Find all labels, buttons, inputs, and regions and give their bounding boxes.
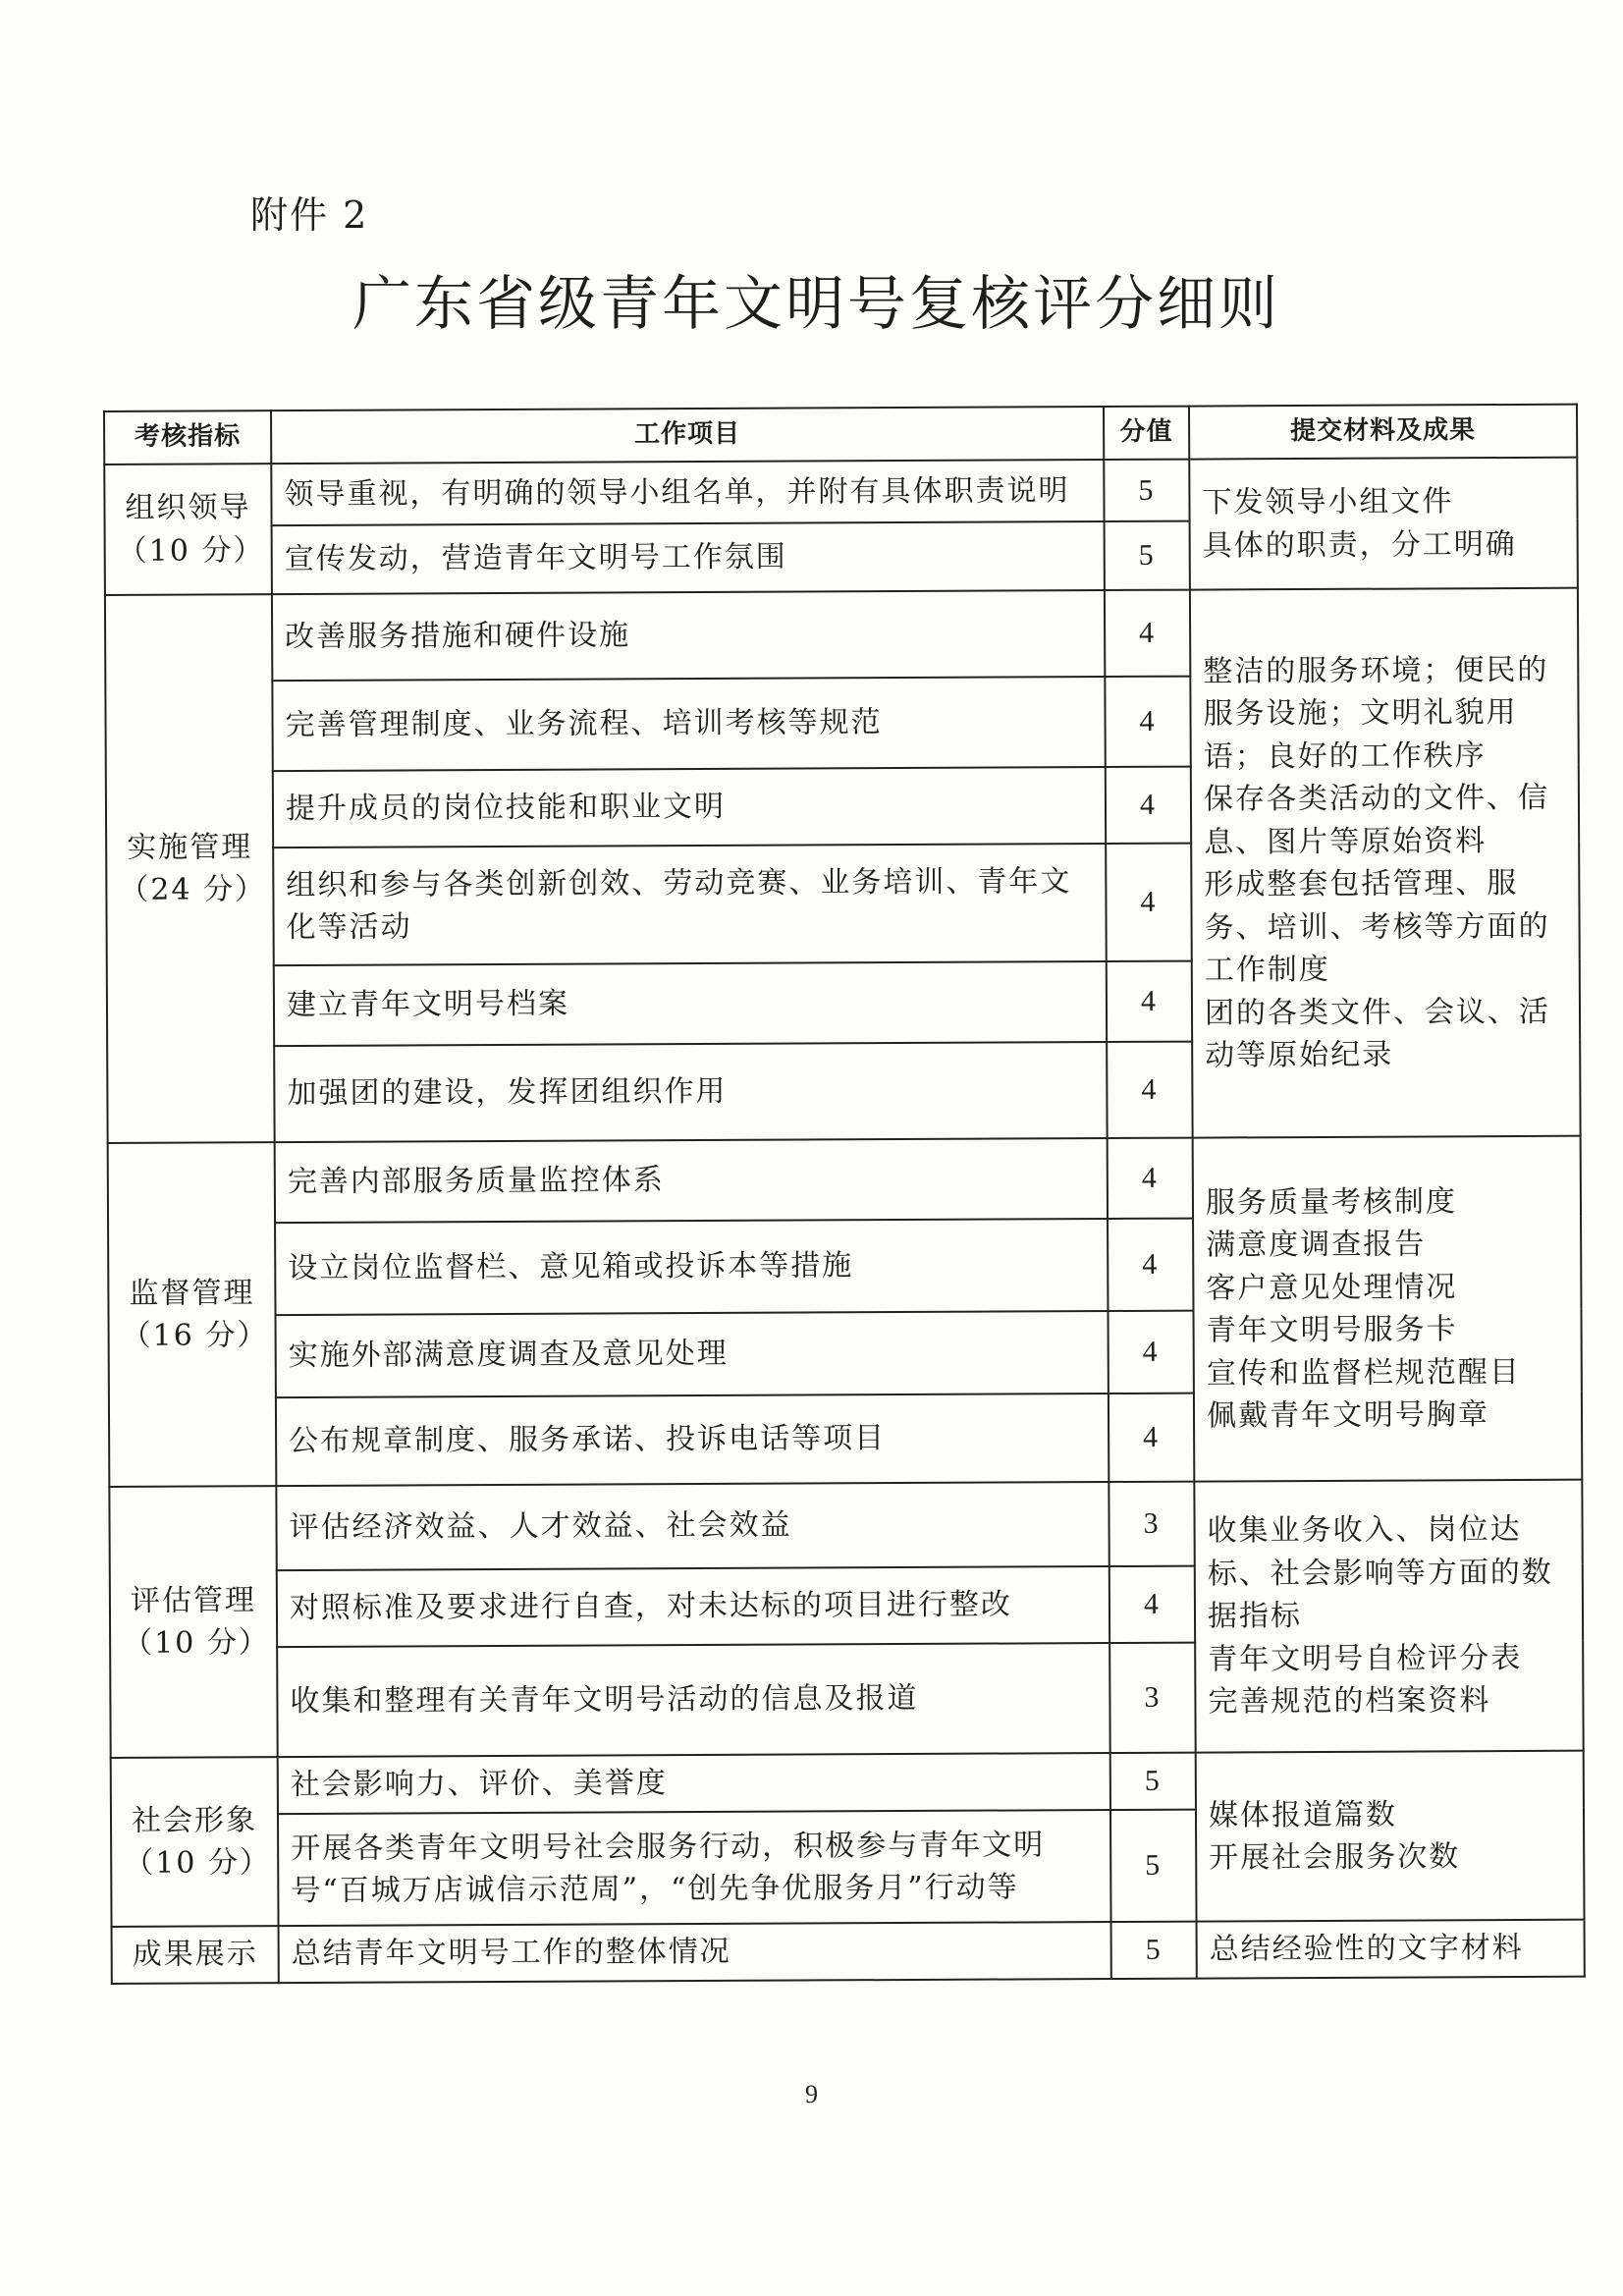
materials-cell <box>1196 1751 1585 1922</box>
category-cell <box>111 1757 279 1927</box>
work-item: 完善管理制度、业务流程、培训考核等规范 <box>272 677 1105 771</box>
table-row <box>104 458 1577 526</box>
category-cell <box>109 1486 277 1758</box>
score-value: 4 <box>1105 590 1190 677</box>
material-line: 团的各类文件、会议、活动等原始纪录 <box>1204 994 1551 1073</box>
material-line: 宣传和监督栏规范醒目 <box>1206 1354 1521 1392</box>
table-row <box>112 1920 1585 1984</box>
work-item: 领导重视，有明确的领导小组名单，并附有具体职责说明 <box>271 460 1104 525</box>
table-row <box>111 1751 1584 1815</box>
score-value: 5 <box>1110 1753 1196 1810</box>
work-item: 宣传发动，营造青年文明号工作氛围 <box>272 521 1105 594</box>
material-line: 青年文明号服务卡 <box>1206 1312 1458 1348</box>
work-item: 设立岗位监督栏、意见箱或投诉本等措施 <box>275 1219 1108 1315</box>
work-item: 社会影响力、评价、美誉度 <box>278 1753 1110 1814</box>
work-item: 实施外部满意度调查及意见处理 <box>276 1311 1109 1397</box>
work-item: 总结青年文明号工作的整体情况 <box>279 1922 1111 1983</box>
category-points: （16 分） <box>121 1318 269 1353</box>
score-value: 4 <box>1106 767 1191 844</box>
score-value: 5 <box>1104 460 1189 521</box>
material-line: 媒体报道篇数 <box>1208 1797 1398 1833</box>
category-name: 社会形象 <box>131 1802 258 1838</box>
category-name: 实施管理 <box>127 829 253 865</box>
category-cell <box>105 594 275 1143</box>
work-item: 完善内部服务质量监控体系 <box>275 1138 1108 1223</box>
score-value: 4 <box>1108 1311 1193 1394</box>
category-name: 监督管理 <box>129 1275 255 1311</box>
document-title: 广东省级青年文明号复核评分细则 <box>352 270 1280 339</box>
score-value: 4 <box>1105 677 1190 767</box>
material-line: 形成整套包括管理、服务、培训、考核等方面的工作制度 <box>1204 865 1550 988</box>
work-item: 收集和整理有关青年文明号活动的信息及报道 <box>277 1643 1110 1757</box>
category-points: （24 分） <box>119 872 267 907</box>
scoring-table <box>103 404 1586 1985</box>
material-line: 青年文明号自检评分表 <box>1208 1640 1523 1677</box>
material-line: 总结经验性的文字材料 <box>1209 1931 1524 1967</box>
attachment-label: 附件 2 <box>250 193 369 237</box>
material-line: 开展社会服务次数 <box>1209 1839 1461 1876</box>
work-item: 公布规章制度、服务承诺、投诉电话等项目 <box>276 1394 1109 1486</box>
material-line: 服务质量考核制度 <box>1205 1183 1458 1221</box>
material-line: 具体的职责，分工明确 <box>1202 526 1517 564</box>
table-row <box>109 1480 1582 1571</box>
score-value: 4 <box>1107 961 1192 1042</box>
score-value: 4 <box>1107 1042 1192 1138</box>
work-item: 提升成员的岗位技能和职业文明 <box>273 767 1106 847</box>
header-materials: 提交材料及成果 <box>1189 405 1577 460</box>
score-value: 5 <box>1111 1922 1197 1979</box>
page-number: 9 <box>805 2080 818 2108</box>
materials-cell <box>1193 1136 1583 1482</box>
work-item: 组织和参与各类创新创效、劳动竞赛、业务培训、青年文化等活动 <box>273 844 1107 965</box>
table-row <box>105 588 1578 682</box>
materials-cell <box>1194 1480 1583 1753</box>
category-cell <box>104 464 272 595</box>
materials-cell <box>1189 458 1578 590</box>
score-value: 4 <box>1108 1138 1193 1219</box>
material-line: 保存各类活动的文件、信息、图片等原始资料 <box>1203 780 1550 860</box>
material-line: 完善规范的档案资料 <box>1208 1683 1491 1720</box>
score-value: 4 <box>1106 844 1192 961</box>
work-item: 建立青年文明号档案 <box>274 961 1107 1046</box>
category-points: （10 分） <box>117 532 265 569</box>
material-line: 满意度调查报告 <box>1206 1227 1427 1263</box>
material-line: 客户意见处理情况 <box>1206 1269 1458 1306</box>
material-line: 收集业务收入、岗位达标、社会影响等方面的数据指标 <box>1207 1512 1553 1634</box>
category-name: 组织领导 <box>125 490 251 525</box>
material-line: 佩戴青年文明号胸章 <box>1206 1397 1490 1434</box>
header-category: 考核指标 <box>104 410 271 465</box>
score-value: 3 <box>1109 1643 1196 1753</box>
category-points: （10 分） <box>124 1845 272 1881</box>
score-value: 4 <box>1109 1566 1195 1643</box>
material-line: 整洁的服务环境；便民的服务设施；文明礼貌用语；良好的工作秩序 <box>1203 652 1549 775</box>
score-value: 5 <box>1110 1810 1197 1922</box>
material-line: 下发领导小组文件 <box>1202 484 1454 520</box>
score-value: 4 <box>1109 1394 1194 1482</box>
work-item: 改善服务措施和硬件设施 <box>272 590 1105 681</box>
header-score: 分值 <box>1104 407 1189 460</box>
work-item: 评估经济效益、人才效益、社会效益 <box>276 1482 1109 1570</box>
category-cell <box>108 1142 277 1487</box>
score-value: 3 <box>1109 1482 1194 1566</box>
materials-cell <box>1197 1920 1585 1979</box>
category-name: 评估管理 <box>130 1582 257 1618</box>
table-row <box>108 1136 1581 1224</box>
header-work-item: 工作项目 <box>271 407 1104 464</box>
materials-cell <box>1190 588 1581 1138</box>
work-item: 对照标准及要求进行自查，对未达标的项目进行整改 <box>277 1566 1109 1647</box>
work-item: 开展各类青年文明号社会服务行动，积极参与青年文明号“百城万店诚信示范周”，“创先争优服务月”行动等 <box>278 1810 1111 1926</box>
table-header-row <box>104 405 1577 465</box>
category-cell <box>112 1926 279 1984</box>
score-value: 5 <box>1105 521 1190 590</box>
category-name: 成果展示 <box>132 1937 258 1973</box>
work-item: 加强团的建设，发挥团组织作用 <box>274 1042 1107 1142</box>
score-value: 4 <box>1108 1219 1193 1311</box>
category-points: （10 分） <box>123 1625 270 1661</box>
